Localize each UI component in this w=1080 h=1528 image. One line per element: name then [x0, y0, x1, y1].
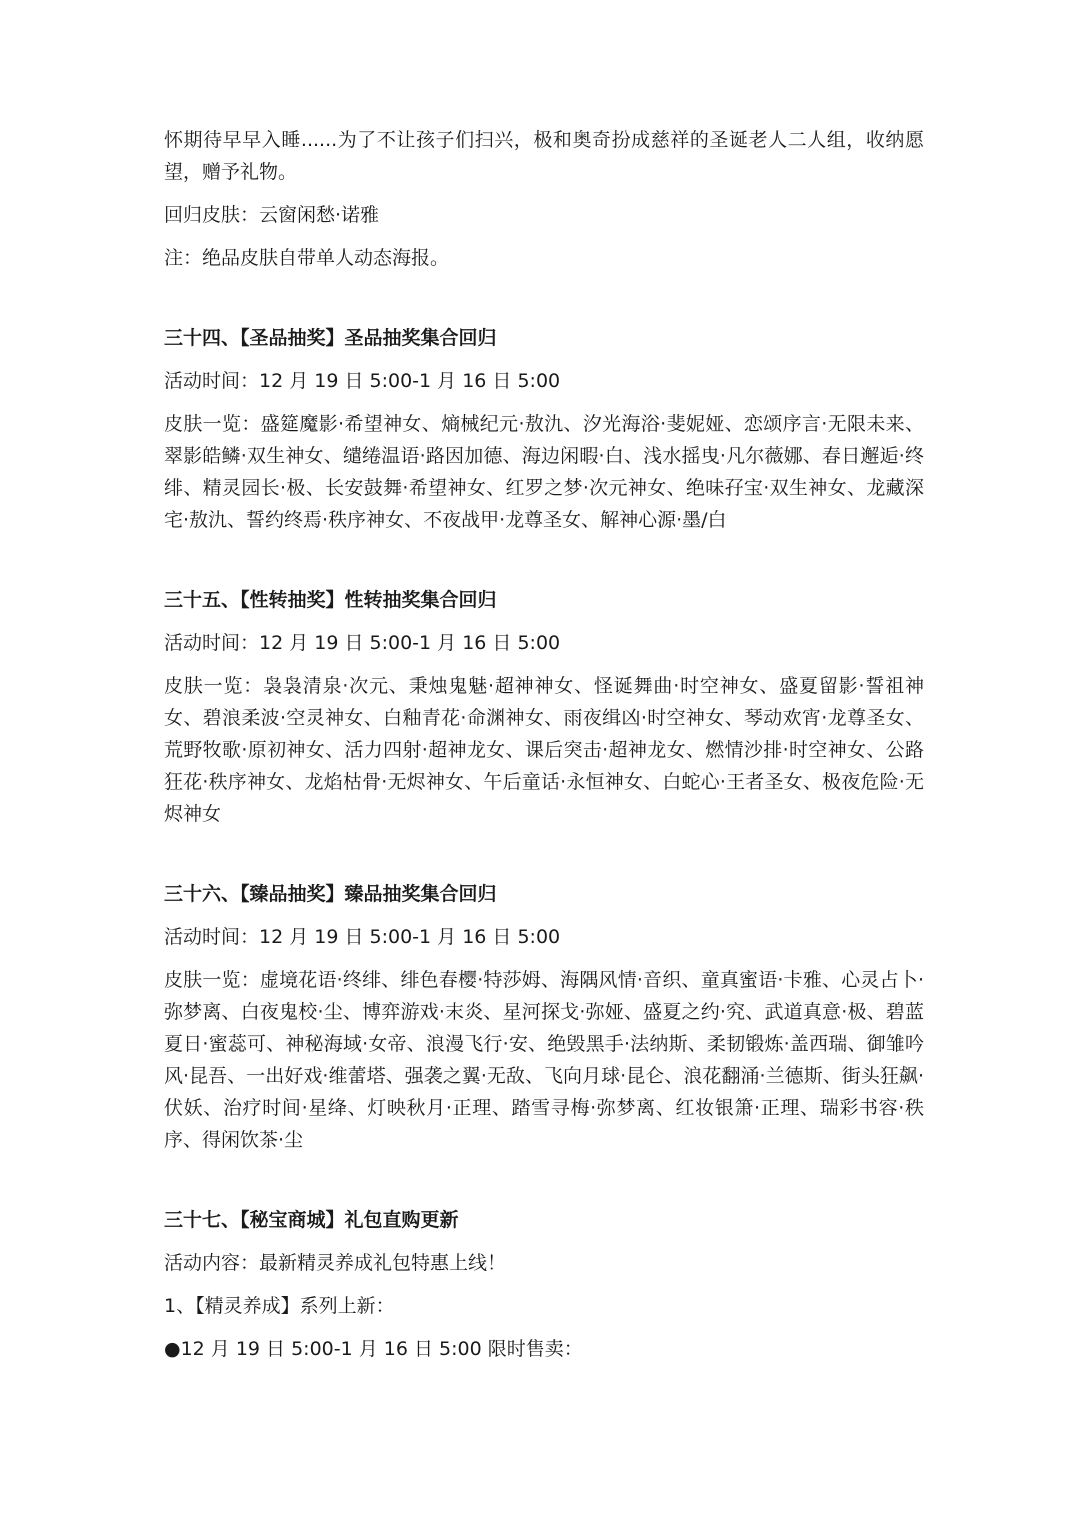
story-paragraph: 怀期待早早入睡......为了不让孩子们扫兴，极和奥奇扮成慈祥的圣诞老人二人组，收纳愿望，赠予礼物。	[164, 129, 924, 183]
section-37-content: 活动内容：最新精灵养成礼包特惠上线！	[164, 1252, 507, 1274]
section-34-skins: 皮肤一览：盛筵魔影·希望神女、熵械纪元·敖氿、汐光海浴·斐妮娅、恋颂序言·无限未来、翠影皓鳞·双生神女、缱绻温语·路因加德、海边闲暇·白、浅水摇曳·凡尔薇娜、春日邂逅·终绯、精灵园长·极、长安鼓舞·希望神女、红罗之梦·次元神女、绝味孖宝·双生神女、龙藏深宅·敖氿、誓约终焉·秩序神女、不夜战甲·龙尊圣女、解神心源·墨/白	[164, 413, 924, 531]
section-spacer	[164, 547, 924, 584]
section-35-skins: 皮肤一览：袅袅清泉·次元、秉烛鬼魅·超神神女、怪诞舞曲·时空神女、盛夏留影·誓祖神女、碧浪柔波·空灵神女、白釉青花·命渊神女、雨夜缉凶·时空神女、琴动欢宵·龙尊圣女、荒野牧歌·原初神女、活力四射·超神龙女、课后突击·超神龙女、燃情沙排·时空神女、公路狂花·秩序神女、龙焰枯骨·无烬神女、午后童话·永恒神女、白蛇心·王者圣女、极夜危险·无烬神女	[164, 675, 924, 825]
section-spacer	[164, 841, 924, 878]
document-page	[164, 124, 924, 1376]
section-37-sale-time: ●12 月 19 日 5:00-1 月 16 日 5:00 限时售卖：	[164, 1338, 583, 1360]
section-36-time: 活动时间：12 月 19 日 5:00-1 月 16 日 5:00	[164, 926, 561, 948]
section-37-heading: 三十七、【秘宝商城】礼包直购更新	[164, 1209, 459, 1231]
section-36-skins: 皮肤一览：虚境花语·终绯、绯色春樱·特莎姆、海隅风情·音织、童真蜜语·卡雅、心灵占卜·弥梦离、白夜鬼校·尘、博弈游戏·末炎、星河探戈·弥娅、盛夏之约·究、武道真意·极、碧蓝夏日·蜜蕊可、神秘海域·女帝、浪漫飞行·安、绝毁黑手·法纳斯、柔韧锻炼·盖西瑞、御雏吟风·昆吾、一出好戏·维蕾塔、强袭之翼·无敌、飞向月球·昆仑、浪花翻涌·兰德斯、街头狂飙·伏妖、治疗时间·星绛、灯映秋月·正理、踏雪寻梅·弥梦离、红妆银箫·正理、瑞彩书容·秩序、得闲饮茶·尘	[164, 969, 924, 1151]
section-spacer	[164, 285, 924, 322]
return-skin-line: 回归皮肤：云窗闲愁·诺雅	[164, 204, 380, 226]
section-35-time: 活动时间：12 月 19 日 5:00-1 月 16 日 5:00	[164, 632, 561, 654]
section-37-series: 1、【精灵养成】系列上新：	[164, 1295, 395, 1317]
note-line: 注：绝品皮肤自带单人动态海报。	[164, 247, 450, 269]
section-34-time: 活动时间：12 月 19 日 5:00-1 月 16 日 5:00	[164, 370, 561, 392]
section-35-heading: 三十五、【性转抽奖】性转抽奖集合回归	[164, 589, 497, 611]
section-spacer	[164, 1167, 924, 1204]
section-36-heading: 三十六、【臻品抽奖】臻品抽奖集合回归	[164, 883, 497, 905]
section-34-heading: 三十四、【圣品抽奖】圣品抽奖集合回归	[164, 327, 497, 349]
